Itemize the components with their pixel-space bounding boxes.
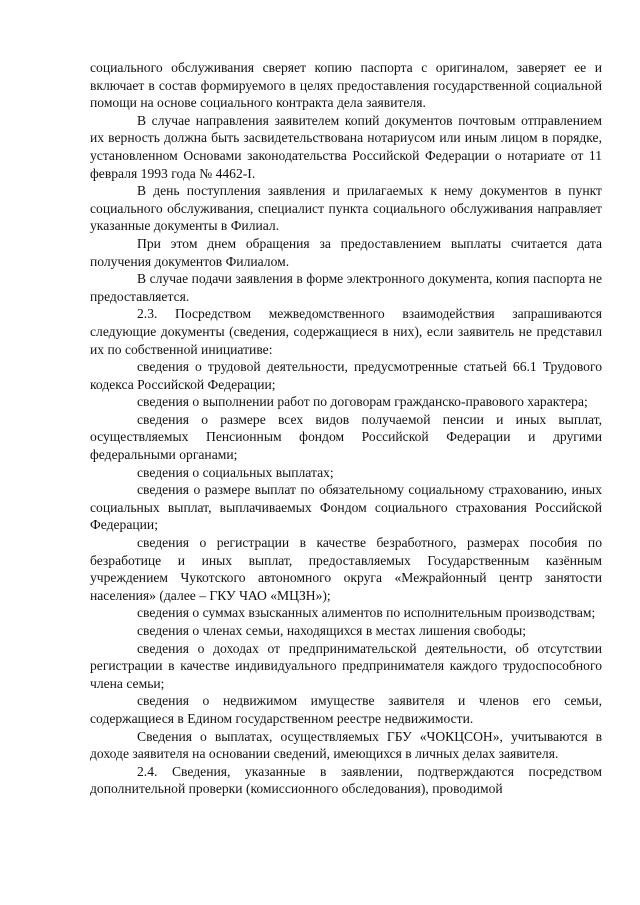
paragraph-electronic-form: В случае подачи заявления в форме электронного документа, копия паспорта не предоставляется. [90,271,602,304]
list-item-civil-contracts: сведения о выполнении работ по договорам гражданско-правового характера; [137,394,588,410]
list-item-imprisonment: сведения о членах семьи, находящихся в местах лишения свободы; [137,623,527,638]
list-item-business-income: сведения о доходах от предпринимательской деятельности, об отсутствии регистрации в качестве индивидуального предпринимателя каждого трудоспособного члена семьи; [90,640,602,691]
paragraph-continuation: социального обслуживания сверяет копию паспорта с оригиналом, заверяет ее и включает в состав формируемого в целях предоставления государственной социальной помощи на основе социального контракта дела заявителя. [90,60,602,111]
paragraph-application-date: При этом днем обращения за предоставлением выплаты считается дата получения документов Филиалом. [90,235,602,269]
paragraph-receipt-day: В день поступления заявления и прилагаемых к нему документов в пункт социального обслуживания, специалист пункта социального обслуживания направляет указанные документы в Филиал. [90,183,602,234]
list-item-pension: сведения о размере всех видов получаемой пенсии и иных выплат, осуществляемых Пенсионным фондом Российской Федерации и другими федеральными органами; [90,411,602,463]
list-item-unemployment: сведения о регистрации в качестве безработного, размерах пособия по безработице и иных выплат, предоставляемых Государственным казённым учреждением Чукотского автономного округа «Межрайонный центр занятости населения» (далее – ГКУ ЧАО «МЦЗН»); [90,535,602,603]
paragraph-gbu-payments: Сведения о выплатах, осуществляемых ГБУ «ЧОКЦСОН», учитываются в доходе заявителя на основании сведений, имеющихся в личных делах заявителя. [90,728,602,762]
paragraph-section-2-4: 2.4. Сведения, указанные в заявлении, подтверждаются посредством дополнительной проверки (комиссионного обследования), проводимой [90,763,602,797]
paragraph-postal-copies: В случае направления заявителем копий документов почтовым отправлением их верность должна быть засвидетельствована нотариусом или иным лицом в порядке, установленном Основами законодательства Российской Федерации о нотариате от 11 февраля 1993 года № 4462-I. [90,112,602,181]
paragraph-section-2-3: 2.3. Посредством межведомственного взаимодействия запрашиваются следующие документы (сведения, содержащиеся в них), если заявитель не представил их по собственной инициативе: [90,306,602,357]
list-item-labor-activity: сведения о трудовой деятельности, предусмотренные статьей 66.1 Трудового кодекса Российской Федерации; [90,359,602,392]
list-item-social-payments: сведения о социальных выплатах; [137,464,334,480]
document-page [90,59,602,798]
list-item-real-estate: сведения о недвижимом имуществе заявителя и членов его семьи, содержащиеся в Едином государственном реестре недвижимости. [90,693,602,726]
list-item-social-insurance: сведения о размере выплат по обязательному социальному страхованию, иных социальных выплат, выплачиваемых Фондом социального страхования Российской Федерации; [90,482,602,533]
list-item-alimony: сведения о суммах взысканных алиментов по исполнительным производствам; [137,605,596,621]
